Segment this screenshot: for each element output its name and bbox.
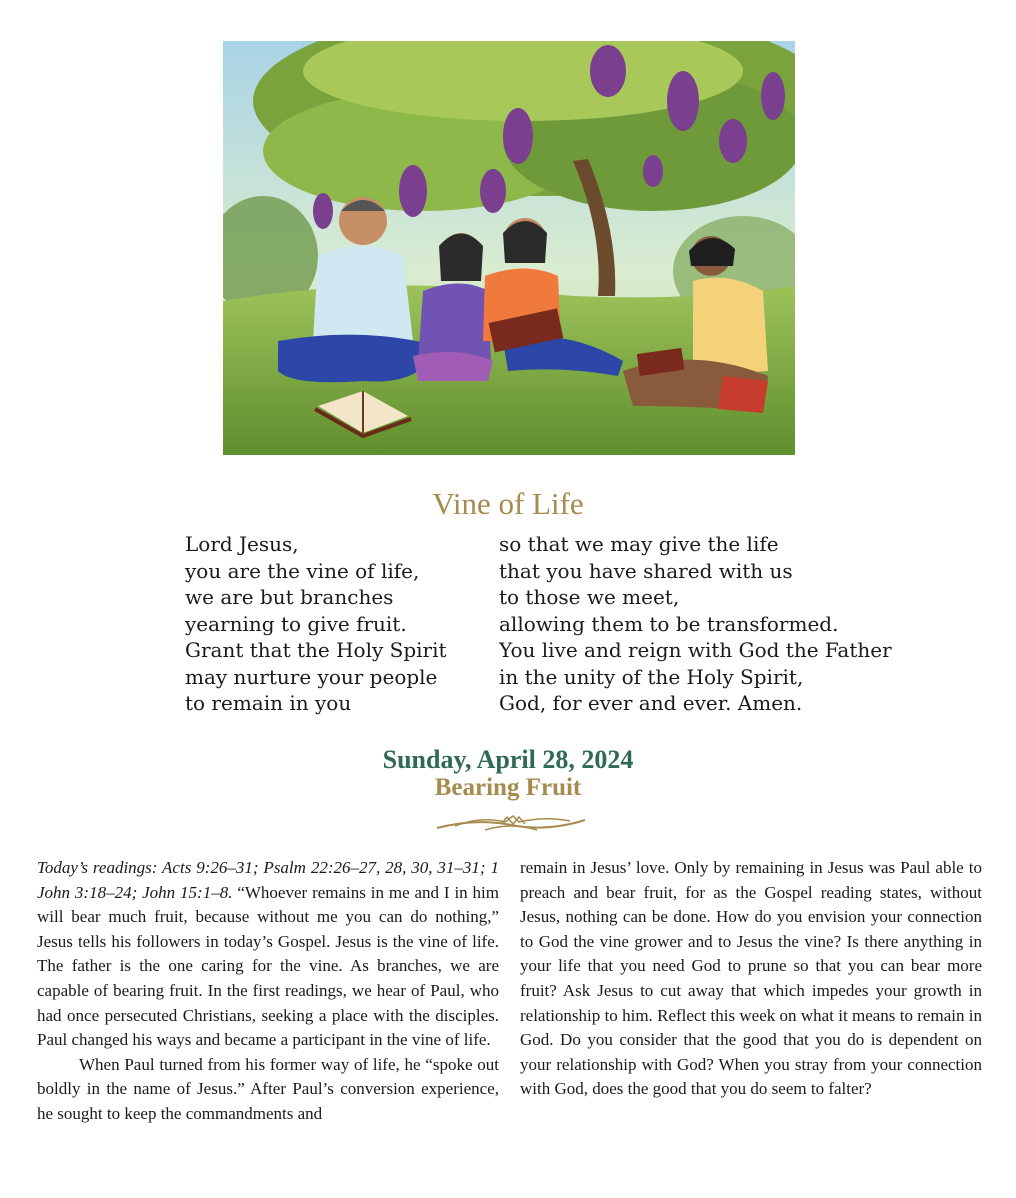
prayer-line: Lord Jesus, (185, 532, 299, 556)
prayer-title: Vine of Life (432, 486, 584, 521)
prayer-line: may nurture your people (185, 664, 438, 689)
prayer-line: so that we may give the life (499, 532, 779, 556)
family-reading-under-grapevine-image (223, 41, 795, 455)
prayer-line: to remain in you (185, 691, 352, 715)
reflection-paragraph-2-continued: remain in Jesus’ love. Only by remaining in Jesus was Paul able to preach and bear fruit, for as the Gospel reading states, without Jesus, nothing can be done. How do you envision your connection to God the vine grower and to Jesus the vine? Is there anything in your life that you need God to prune so that you can bear more fruit? Ask Jesus to cut away that which impedes your growth in relationship to him. Reflect this week on what it means to remain in God. Do you consider that the good that you do is dependent on your relationship with God? When you stray from your connection with God, does the good that you do seem to falter? (520, 858, 982, 1099)
prayer-right-column (499, 531, 892, 717)
entry-date: Sunday, April 28, 2024 (382, 745, 634, 774)
reflection-text: “Whoever remains in me and I in him will bear much fruit, because without me you can do nothing,” Jesus tells his followers in today’s Gospel. Jesus is the vine of life. The father is the one caring for the vine. As branches, we are capable of bearing fruit. In the first readings, we hear of Paul, who had once persecuted Christians, seeking a place with the disciples. Paul changed his ways and became a participant in the vine of life. (37, 882, 500, 1050)
prayer-line: God, for ever and ever. Amen. (499, 691, 803, 715)
entry-theme: Bearing Fruit (434, 774, 582, 801)
readings-citation: Today’s readings: Acts 9:26–31; Psalm 22:26–27, 28, 30, 31–31; 1 John 3:18–24; John 15:1–8. (37, 858, 499, 902)
illustration (223, 41, 795, 455)
prayer-line: to those we meet, (499, 585, 680, 609)
prayer-line: allowing them to be transformed. (499, 611, 839, 636)
prayer-line: in the unity of the Holy Spirit, (499, 664, 804, 689)
reflection-left-column (37, 856, 499, 1127)
prayer-line: Grant that the Holy Spirit (185, 638, 447, 662)
prayer-line: we are but branches (185, 585, 394, 609)
prayer-line: that you have shared with us (499, 558, 793, 583)
reflection-right-column (520, 856, 982, 1102)
prayer-line: yearning to give fruit. (185, 611, 407, 636)
prayer-left-column (185, 531, 447, 717)
reflection-paragraph-2: When Paul turned from his former way of life, he “spoke out boldly in the name of Jesus.” After Paul’s conversion experience, he sought to keep the commandments and (37, 1054, 499, 1123)
decorative-flourish-icon (435, 812, 587, 834)
reflection-paragraph-1 (37, 856, 499, 1053)
prayer-line: You live and reign with God the Father (499, 638, 892, 662)
prayer-line: you are the vine of life, (185, 558, 420, 583)
